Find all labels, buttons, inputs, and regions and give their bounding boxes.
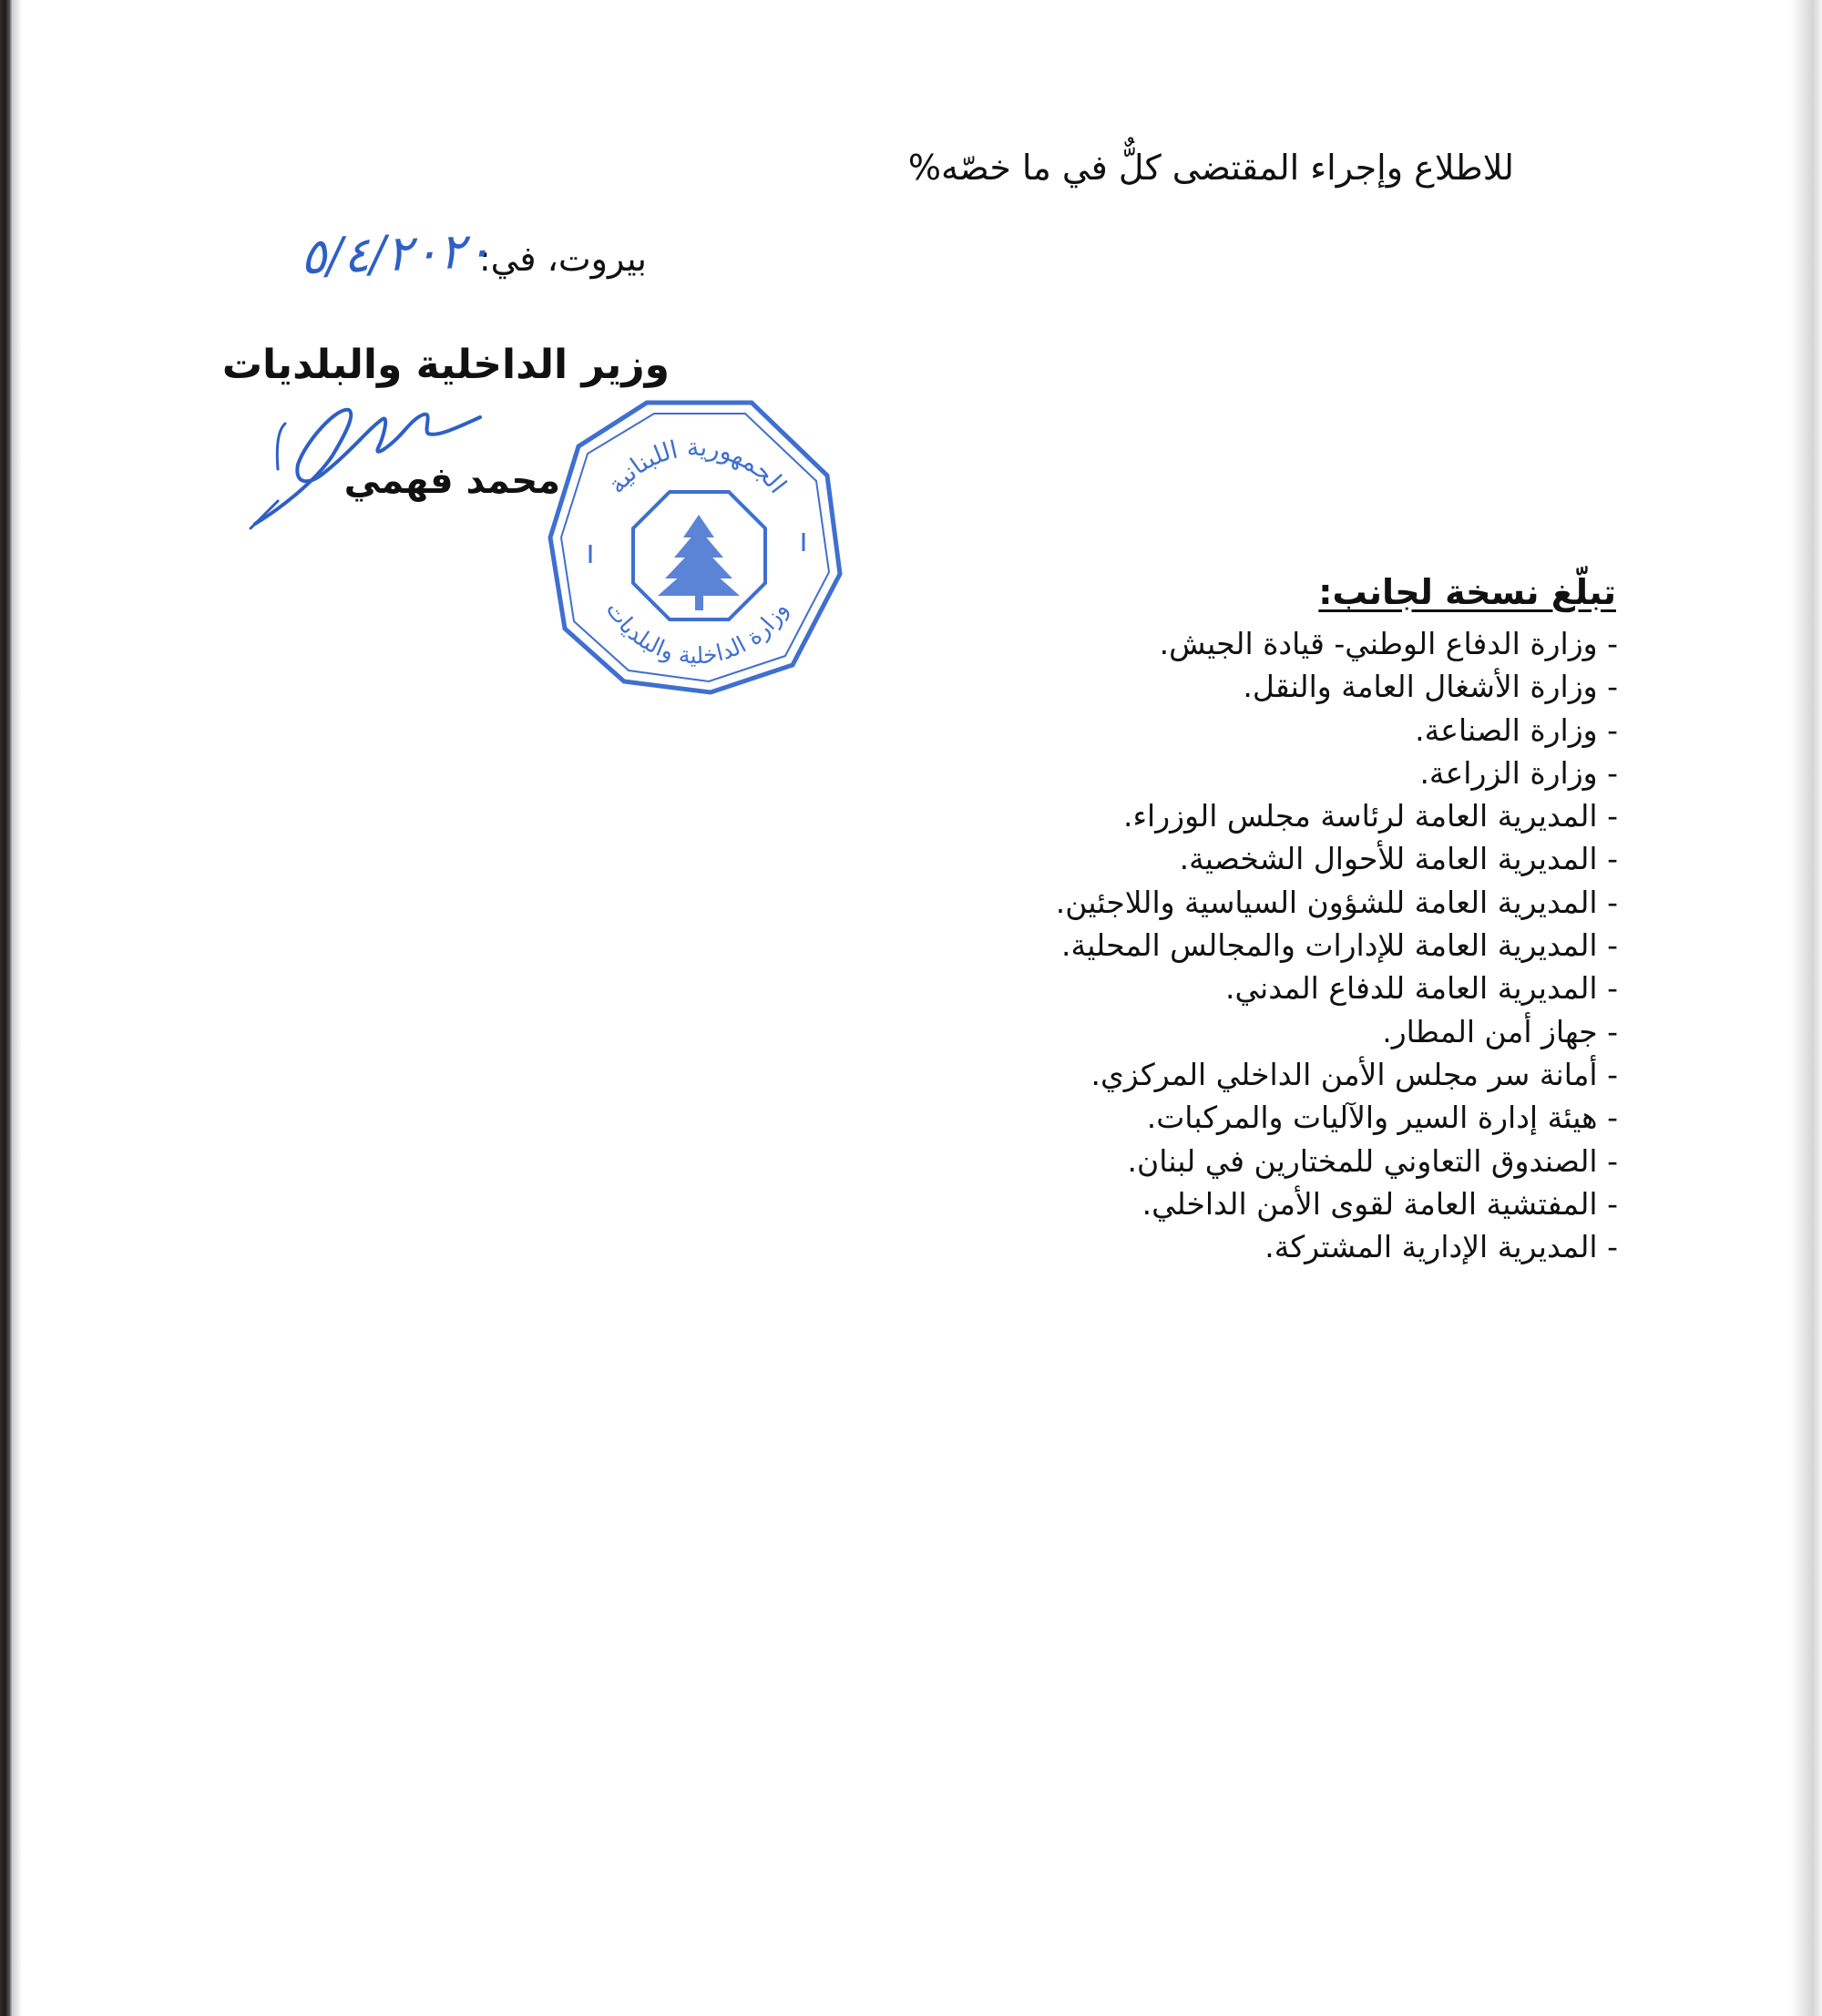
recipients-list [1056, 622, 1618, 1268]
list-item: - المديرية العامة للشؤون السياسية واللاجئين. [1055, 884, 1618, 920]
stamp-text-bottom: وزارة الداخلية والبلديات [600, 597, 793, 670]
list-item: - وزارة الدفاع الوطني- قيادة الجيش. [1159, 626, 1618, 661]
list-item: - وزارة الأشغال العامة والنقل. [1243, 669, 1618, 705]
stamp-text-top: الجمهورية اللبنانية [602, 433, 793, 499]
scan-right-edge [1790, 0, 1822, 2016]
list-item: - المديرية العامة للدفاع المدني. [1225, 970, 1618, 1007]
list-item: - المديرية العامة للأحوال الشخصية. [1179, 841, 1618, 877]
handwritten-date: ٥/٤/٢٠٢٠ [299, 220, 493, 286]
handwritten-signature [241, 374, 551, 537]
opening-line: للاطلاع وإجراء المقتضى كلٌّ في ما خصّه% [907, 148, 1514, 188]
list-item: - وزارة الزراعة. [1419, 754, 1618, 791]
official-stamp [537, 392, 856, 701]
list-item: - جهاز أمن المطار. [1382, 1013, 1618, 1049]
list-item: - المديرية الإدارية المشتركة. [1264, 1229, 1618, 1265]
list-item: - المديرية العامة لرئاسة مجلس الوزراء. [1123, 798, 1618, 834]
scan-left-shadow [13, 0, 22, 2016]
list-item: - الصندوق التعاوني للمختارين في لبنان. [1127, 1142, 1618, 1179]
date-label: بيروت، في: [478, 239, 647, 279]
list-item: - المديرية العامة للإدارات والمجالس المحلية. [1061, 927, 1618, 964]
list-item: - أمانة سر مجلس الأمن الداخلي المركزي. [1090, 1056, 1618, 1092]
list-item: - المفتشية العامة لقوى الأمن الداخلي. [1141, 1185, 1618, 1222]
list-item: - وزارة الصناعة. [1415, 711, 1618, 748]
minister-title: وزير الداخلية والبلديات [221, 342, 670, 388]
scan-left-edge [0, 0, 13, 2016]
list-item: - هيئة إدارة السير والآليات والمركبات. [1146, 1100, 1618, 1136]
cedar-icon [658, 515, 740, 610]
copies-heading: تبلّغ نسخة لجانب: [1318, 572, 1616, 612]
minister-name: محمد فهمي [343, 460, 560, 502]
